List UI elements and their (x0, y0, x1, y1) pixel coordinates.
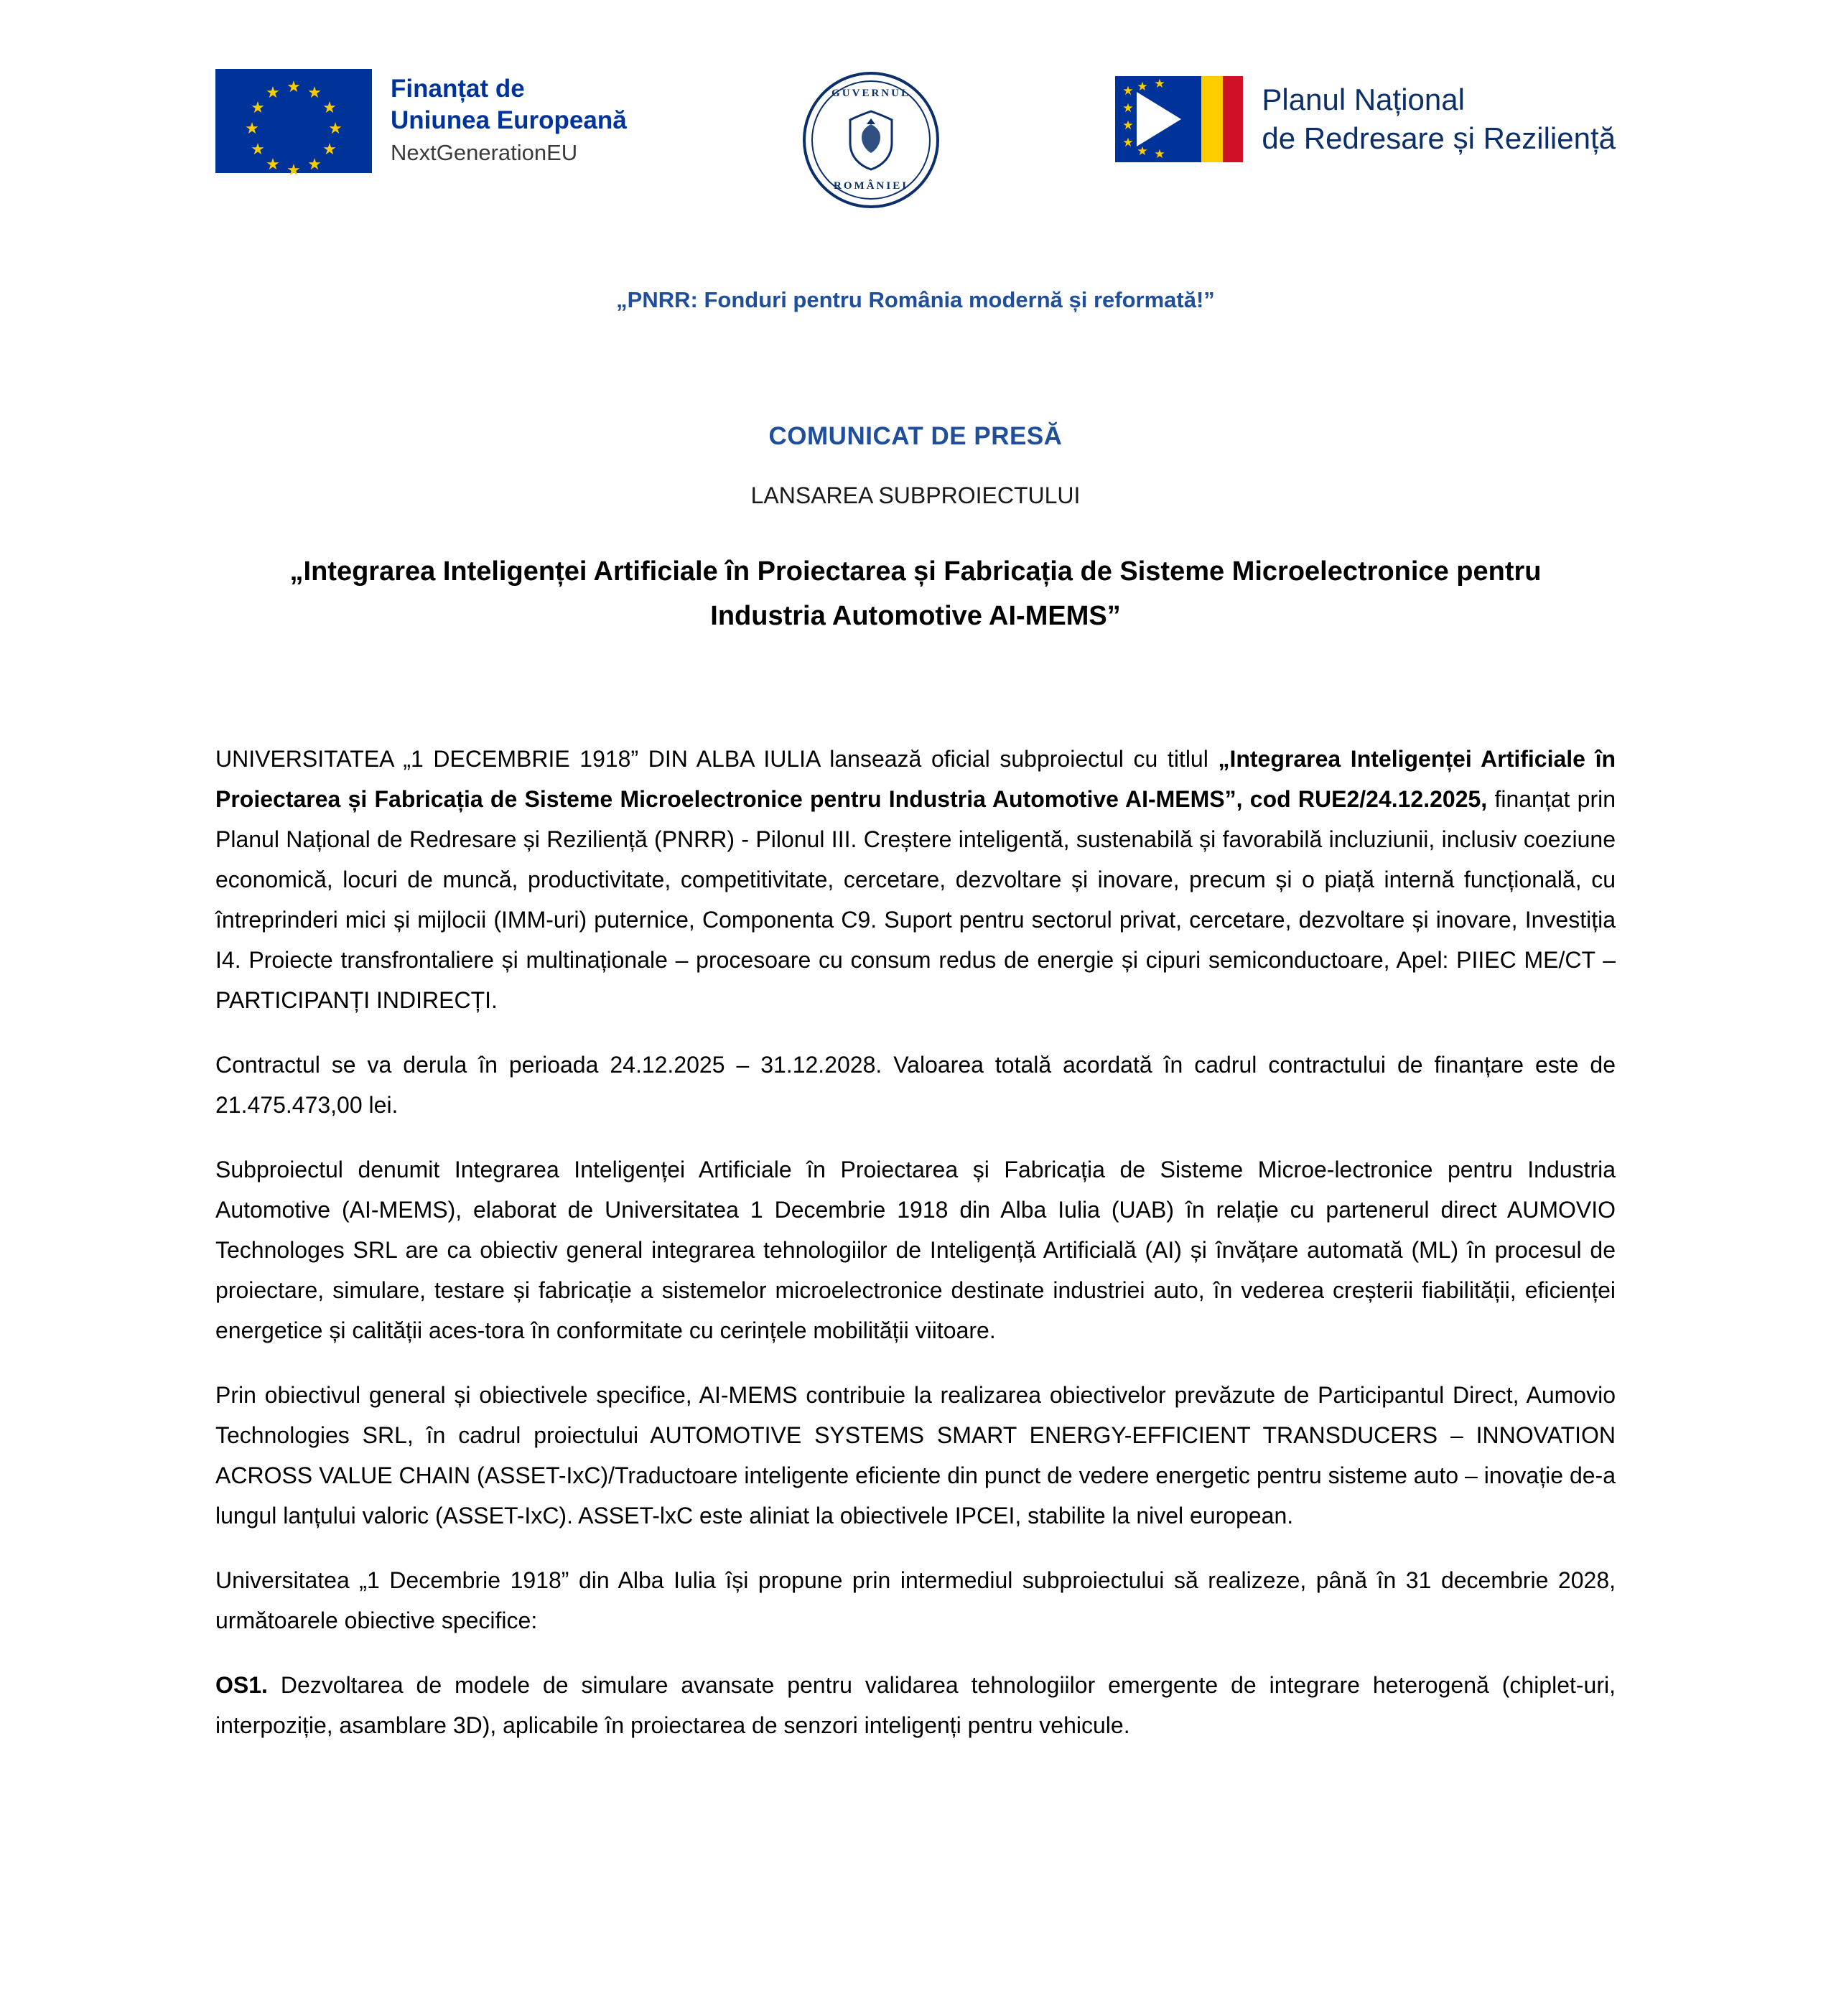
paragraph-1 (215, 739, 1616, 1020)
seal-bottom-text: ROMÂNIEI (834, 180, 909, 192)
objective-os1-text: Dezvoltarea de modele de simulare avansate pentru validarea tehnologiilor emergente de integrare heterogenă (chiplet-uri, interpoziție, asamblare 3D), aplicabile în proiectarea de senzori inteligenți pentru vehicule. (215, 1672, 1616, 1738)
pnrr-slogan: „PNRR: Fonduri pentru România modernă și reformată!” (616, 287, 1215, 312)
paragraph-3: Subproiectul denumit Integrarea Inteligenței Artificiale în Proiectarea și Fabricația de Sisteme Microe-lectronice pentru Industria Automotive (AI-MEMS), elaborat de Universitatea 1 Decembrie 1918 din Alba Iulia (UAB) în relație cu partenerul direct AUMOVIO Technologes SRL are ca obiectiv general integrarea tehnologiilor de Inteligență Artificială (AI) și învățare automată (ML) în procesul de proiectare, simulare, testare și fabricație a sistemelor microelectronice destinate industriei auto, în vederea creșterii fiabilității, eficienței energetice și calității aces-tora în conformitate cu cerințele mobilității viitoare. (215, 1157, 1616, 1343)
paragraph-5: Universitatea „1 Decembrie 1918” din Alba Iulia își propune prin intermediul subproiectului să realizeze, până în 31 decembrie 2028, următoarele obiective specifice: (215, 1567, 1616, 1633)
logo-band (215, 69, 1616, 213)
eu-logo-line2: Uniunea Europeană (391, 106, 627, 134)
government-of-romania-seal (803, 72, 939, 208)
pnrr-logo-line1: Planul Național (1262, 83, 1465, 116)
seal-top-text: GUVERNUL (831, 88, 910, 99)
pnrr-logo (1115, 76, 1616, 162)
paragraph-1-prefix: UNIVERSITATEA „1 DECEMBRIE 1918” DIN ALBA IULIA lansează oficial subproiectul cu titlul (215, 746, 1219, 772)
eu-logo-line3: NextGenerationEU (391, 140, 578, 165)
eu-flag-icon: ★ ★ ★ ★ ★ ★ ★ ★ ★ ★ ★ ★ (215, 69, 372, 173)
subproject-launch-label: LANSAREA SUBPROIECTULUI (750, 482, 1081, 508)
page-title: COMUNICAT DE PRESĂ (768, 422, 1063, 450)
romanian-coat-of-arms-icon (843, 108, 899, 172)
eu-logo-line1: Finanțat de (391, 75, 525, 103)
body-content (215, 739, 1616, 1745)
pnrr-logo-text (1262, 80, 1616, 158)
objective-os1 (215, 1665, 1616, 1745)
project-title: „Integrarea Inteligenței Artificiale în Proiectarea și Fabricația de Sisteme Microelectronice pentru Industria Automotive AI-MEMS” (289, 556, 1542, 631)
paragraph-1-suffix: finanțat prin Planul Național de Redresare și Reziliență (PNRR) - Pilonul III. Creștere inteligentă, sustenabilă și favorabilă incluziunii, inclusiv coeziune economică, locuri de muncă, productivitate, competitivitate, cercetare, dezvoltare și inovare, precum și o piață internă funcțională, cu întreprinderi mici și mijlocii (IMM-uri) puternice, Componenta C9. Suport pentru sectorul privat, cercetare, dezvoltare și inovare, Investiția I4. Proiecte transfrontaliere și multinaționale – procesoare cu consum redus de energie și cipuri semiconductoare, Apel: PIIEC ME/CT – PARTICIPANȚI INDIRECȚI. (215, 786, 1616, 1013)
pnrr-logo-line2: de Redresare și Reziliență (1262, 121, 1616, 155)
pnrr-flag-arrow-icon: ★ ★ ★ ★ ★ ★ ★ ★ (1115, 76, 1243, 162)
paragraph-2: Contractul se va derula în perioada 24.12.2025 – 31.12.2028. Valoarea totală acordată în cadrul contractului de finanțare este de 21.475.473,00 lei. (215, 1052, 1616, 1118)
paragraph-4: Prin obiectivul general și obiectivele specifice, AI-MEMS contribuie la realizarea obiectivelor prevăzute de Participantul Direct, Aumovio Technologies SRL, în cadrul proiectului AUTOMOTIVE SYSTEMS SMART ENERGY-EFFICIENT TRANSDUCERS – INNOVATION ACROSS VALUE CHAIN (ASSET-IxC)/Traductoare inteligente eficiente din punct de vedere energetic pentru sisteme auto – inovație de-a lungul lanțului valoric (ASSET-IxC). ASSET-lxC este aliniat la obiectivele IPCEI, stabilite la nivel european. (215, 1382, 1616, 1529)
eu-funding-logo (215, 69, 627, 179)
paragraph-1-bold: „Integrarea Inteligenței Artificiale în Proiectarea și Fabricația de Sisteme Microelectronice pentru Industria Automotive AI-MEMS”, cod RUE2/24.12.2025, (215, 746, 1616, 812)
eu-logo-text (391, 69, 627, 169)
objective-os1-label: OS1. (215, 1672, 268, 1698)
